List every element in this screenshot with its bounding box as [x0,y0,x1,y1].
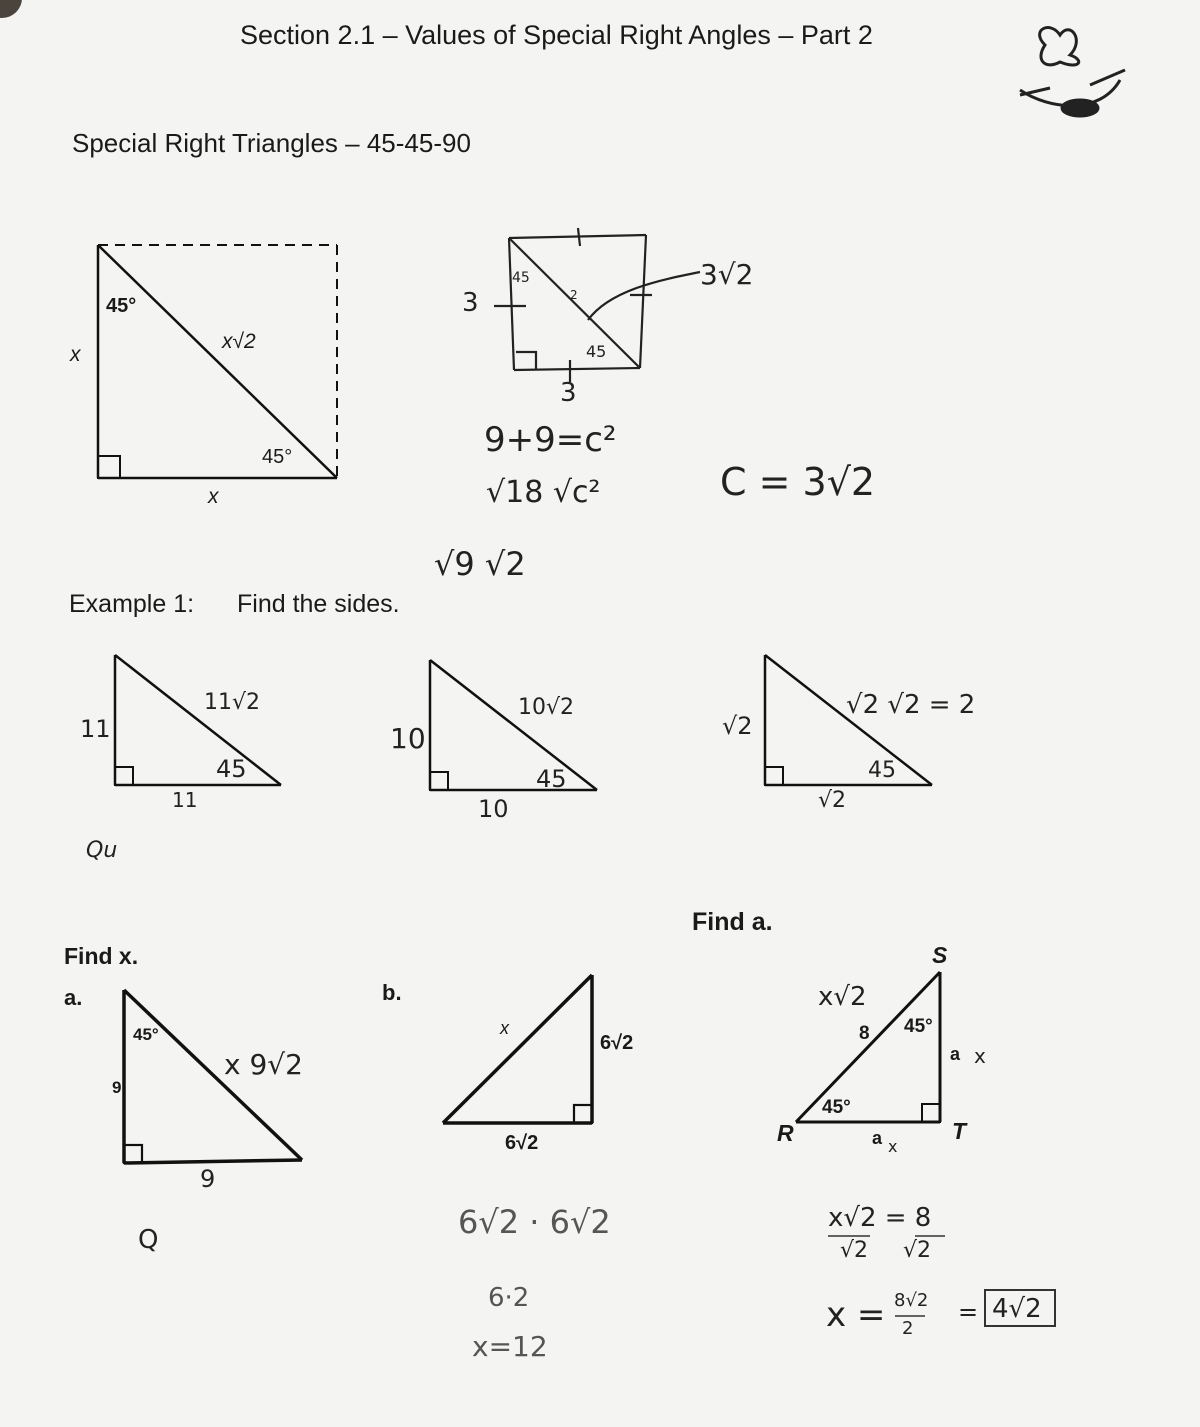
ref-bottom-side: x [208,485,219,508]
part-a-hyp: x 9√2 [224,1048,303,1081]
square-top-angle: 45 [512,270,530,286]
tri2-base: 10 [478,795,509,823]
ref-hypotenuse: x√2 [222,330,256,353]
part-b-label: b. [382,980,402,1005]
example1-label: Example 1: [69,590,195,618]
work-eq-3: √9 √2 [434,545,526,583]
part-a-label: a. [64,985,83,1010]
tri2-angle: 45 [536,765,567,793]
find-x-b-triangle [443,975,592,1123]
find-a-bottom-angle: 45° [822,1097,851,1118]
part-a-scribble: Q [138,1225,159,1255]
find-a-hyp-note: x√2 [818,982,867,1012]
tri1-angle: 45 [216,755,247,783]
find-a-right-leg: a [950,1044,961,1064]
vertex-t: T [952,1118,967,1144]
vertex-s: S [932,942,948,968]
square-diagonal-callout: 3√2 [700,258,754,291]
find-x-heading: Find x. [64,943,139,969]
part-a-angle: 45° [133,1025,159,1044]
part-b-work-1: 6√2 · 6√2 [458,1203,611,1241]
reference-triangle [98,245,337,478]
tri3-hyp: √2 √2 = 2 [846,690,976,720]
find-a-heading: Find a. [692,908,773,936]
tri3-leg: √2 [722,712,753,740]
tri3-base: √2 [818,788,847,813]
square-bottom-angle: 45 [586,342,607,361]
find-a-final-answer: 4√2 [992,1294,1042,1324]
square-left-label: 3 [462,288,479,318]
doodle-icon [1020,28,1125,116]
work-eq-2: √18 √c² [486,475,601,510]
example1-triangle-1 [115,655,281,785]
part-a-base: 9 [200,1165,216,1193]
tri1-base: 11 [172,788,198,812]
vertex-r: R [777,1120,794,1146]
find-a-work-num: x√2 = 8 [828,1203,932,1233]
tri3-angle: 45 [868,758,896,783]
find-a-work-den: √2 √2 [840,1238,931,1263]
part-b-work-2: 6·2 [488,1283,530,1313]
ref-bottom-angle: 45° [262,446,293,468]
part-b-base: 6√2 [505,1132,539,1154]
find-a-final-eq: = [958,1298,979,1326]
find-a-hyp-value: 8 [859,1023,870,1044]
tri1-scribble: Qu [86,838,118,863]
tri2-hyp: 10√2 [518,695,575,720]
tri1-leg: 11 [80,715,111,743]
section-subtitle: Special Right Triangles – 45-45-90 [72,128,471,158]
part-b-right-leg: 6√2 [600,1032,634,1054]
find-a-final-lhs: x = [826,1295,886,1335]
find-a-final-frac-num: 8√2 [894,1290,929,1311]
find-a-right-leg-note: x [974,1044,986,1068]
work-eq-1: 9+9=c² [484,420,617,460]
find-a-bottom-leg-note: x [888,1137,898,1156]
ref-left-side: x [70,343,81,366]
part-a-leg: 9 [112,1078,122,1097]
find-a-final-frac-den: 2 [902,1318,914,1339]
square-bottom-label: 3 [560,378,577,408]
part-b-hyp: x [500,1018,509,1038]
find-a-bottom-leg: a [872,1128,883,1148]
square-diagonal-mark: 2 [570,288,578,302]
tri1-hyp: 11√2 [204,690,261,715]
work-result: C = 3√2 [720,460,876,504]
example1-triangle-2 [430,660,597,790]
example1-instruction: Find the sides. [237,590,400,618]
part-b-answer: x=12 [472,1330,548,1363]
example1-triangle-3 [765,655,932,785]
tri2-leg: 10 [390,722,426,755]
page-title: Section 2.1 – Values of Special Right Angles – Part 2 [240,20,873,50]
find-a-top-angle: 45° [904,1016,933,1037]
ref-top-angle: 45° [106,295,137,317]
